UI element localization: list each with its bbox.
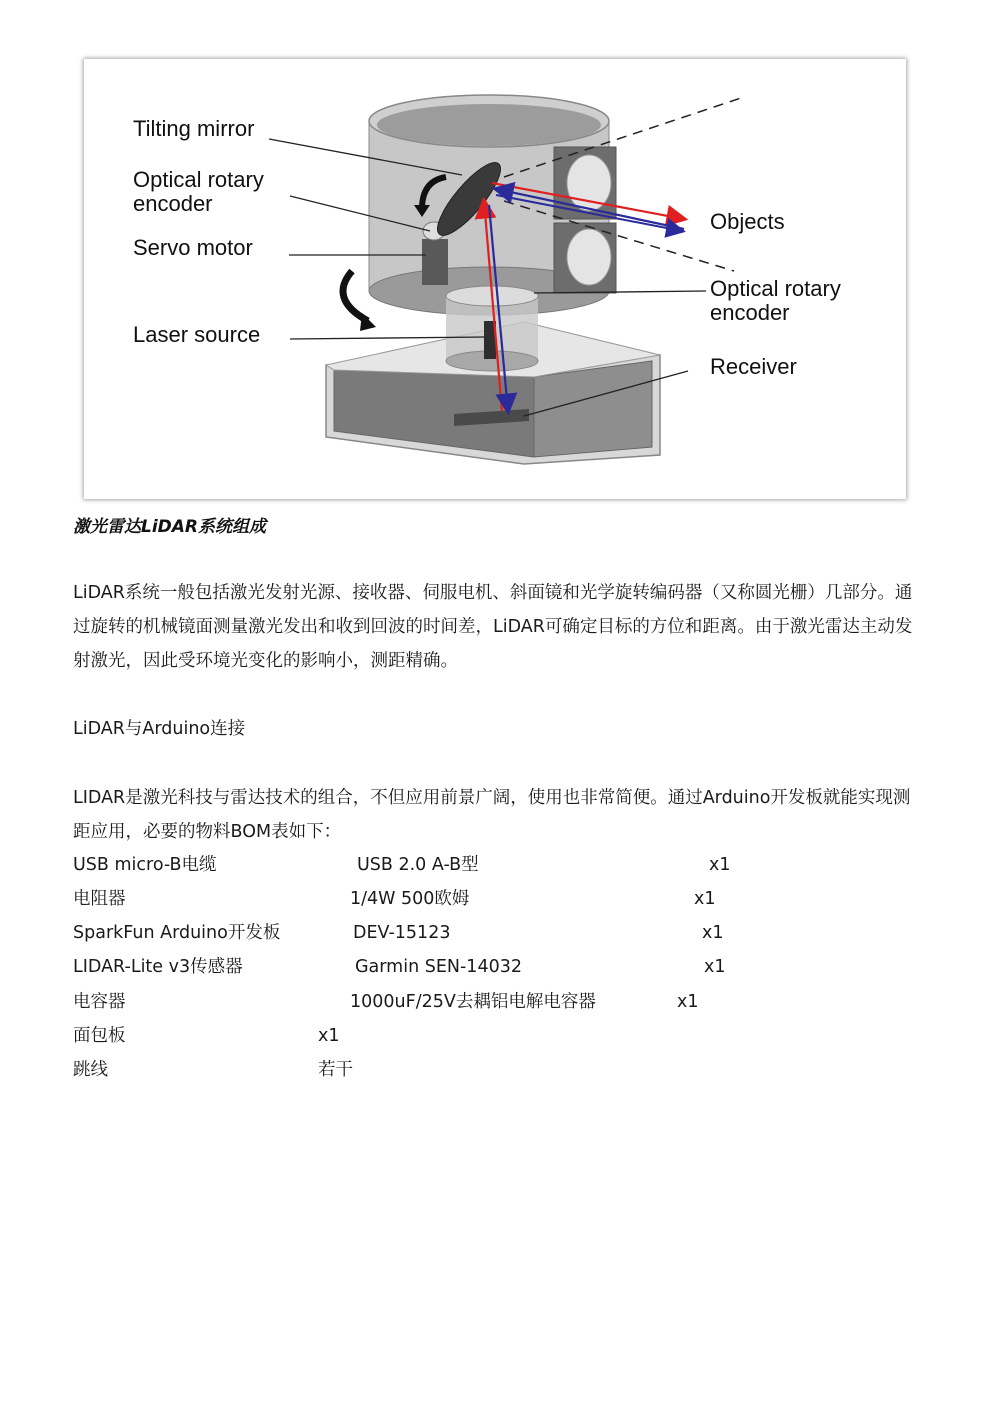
bom-row xyxy=(73,848,933,882)
bom-row xyxy=(73,916,933,950)
bom-row xyxy=(73,882,933,916)
lidar-diagram-figure xyxy=(84,59,906,499)
label-laser-source: Laser source xyxy=(133,322,261,347)
bom-item-qty: x1 xyxy=(694,889,716,909)
bom-item-spec: DEV-15123 xyxy=(353,923,451,943)
bom-item-spec: 1/4W 500欧姆 xyxy=(350,889,470,909)
label-tilting-mirror: Tilting mirror xyxy=(133,116,255,141)
servo-motor-block xyxy=(422,239,448,285)
bom-item-name: 电阻器 xyxy=(73,889,126,909)
bom-item-spec: 1000uF/25V去耦铝电解电容器 xyxy=(350,992,596,1012)
section-heading: LiDAR与Arduino连接 xyxy=(73,719,246,739)
bom-row xyxy=(73,1019,933,1053)
label-optical-encoder-right-line1: Optical rotary xyxy=(710,276,841,301)
figure-caption: 激光雷达LiDAR系统组成 xyxy=(73,517,267,537)
bom-item-spec: Garmin SEN-14032 xyxy=(355,957,522,977)
label-optical-encoder-left-line2: encoder xyxy=(133,191,213,216)
bom-item-spec: x1 xyxy=(318,1026,340,1046)
bom-intro-paragraph: LIDAR是激光科技与雷达技术的组合，不但应用前景广阔，使用也非常简便。通过Arduino开发板就能实现测距应用，必要的物料BOM表如下： xyxy=(73,788,911,842)
bom-row xyxy=(73,985,933,1019)
bom-item-name: 电容器 xyxy=(73,992,126,1012)
lidar-diagram xyxy=(84,59,906,499)
bom-row xyxy=(73,1053,933,1087)
bom-item-name: LIDAR-Lite v3传感器 xyxy=(73,957,243,977)
label-objects: Objects xyxy=(710,209,785,234)
bom-item-spec: USB 2.0 A-B型 xyxy=(357,855,479,875)
bom-item-spec: 若干 xyxy=(318,1060,353,1080)
bom-item-name: SparkFun Arduino开发板 xyxy=(73,923,281,943)
bom-item-qty: x1 xyxy=(677,992,699,1012)
intro-paragraph: LiDAR系统一般包括激光发射光源、接收器、伺服电机、斜面镜和光学旋转编码器（又称圆光栅）几部分。通过旋转的机械镜面测量激光发出和收到回波的时间差，LiDAR可确定目标的方位和距离。由于激光雷达主动发射激光，因此受环境光变化的影响小，测距精确。 xyxy=(73,583,913,671)
label-optical-encoder-left-line1: Optical rotary xyxy=(133,167,264,192)
bom-item-name: 面包板 xyxy=(73,1026,126,1046)
label-receiver: Receiver xyxy=(710,354,797,379)
label-optical-encoder-right-line2: encoder xyxy=(710,300,790,325)
bom-item-name: USB micro-B电缆 xyxy=(73,855,217,875)
label-servo-motor: Servo motor xyxy=(133,235,253,260)
bom-item-name: 跳线 xyxy=(73,1060,108,1080)
bom-item-qty: x1 xyxy=(704,957,726,977)
bom-row xyxy=(73,950,933,984)
bom-item-qty: x1 xyxy=(709,855,731,875)
cylinder-rotation-arrow-icon xyxy=(343,271,368,321)
bom-item-qty: x1 xyxy=(702,923,724,943)
